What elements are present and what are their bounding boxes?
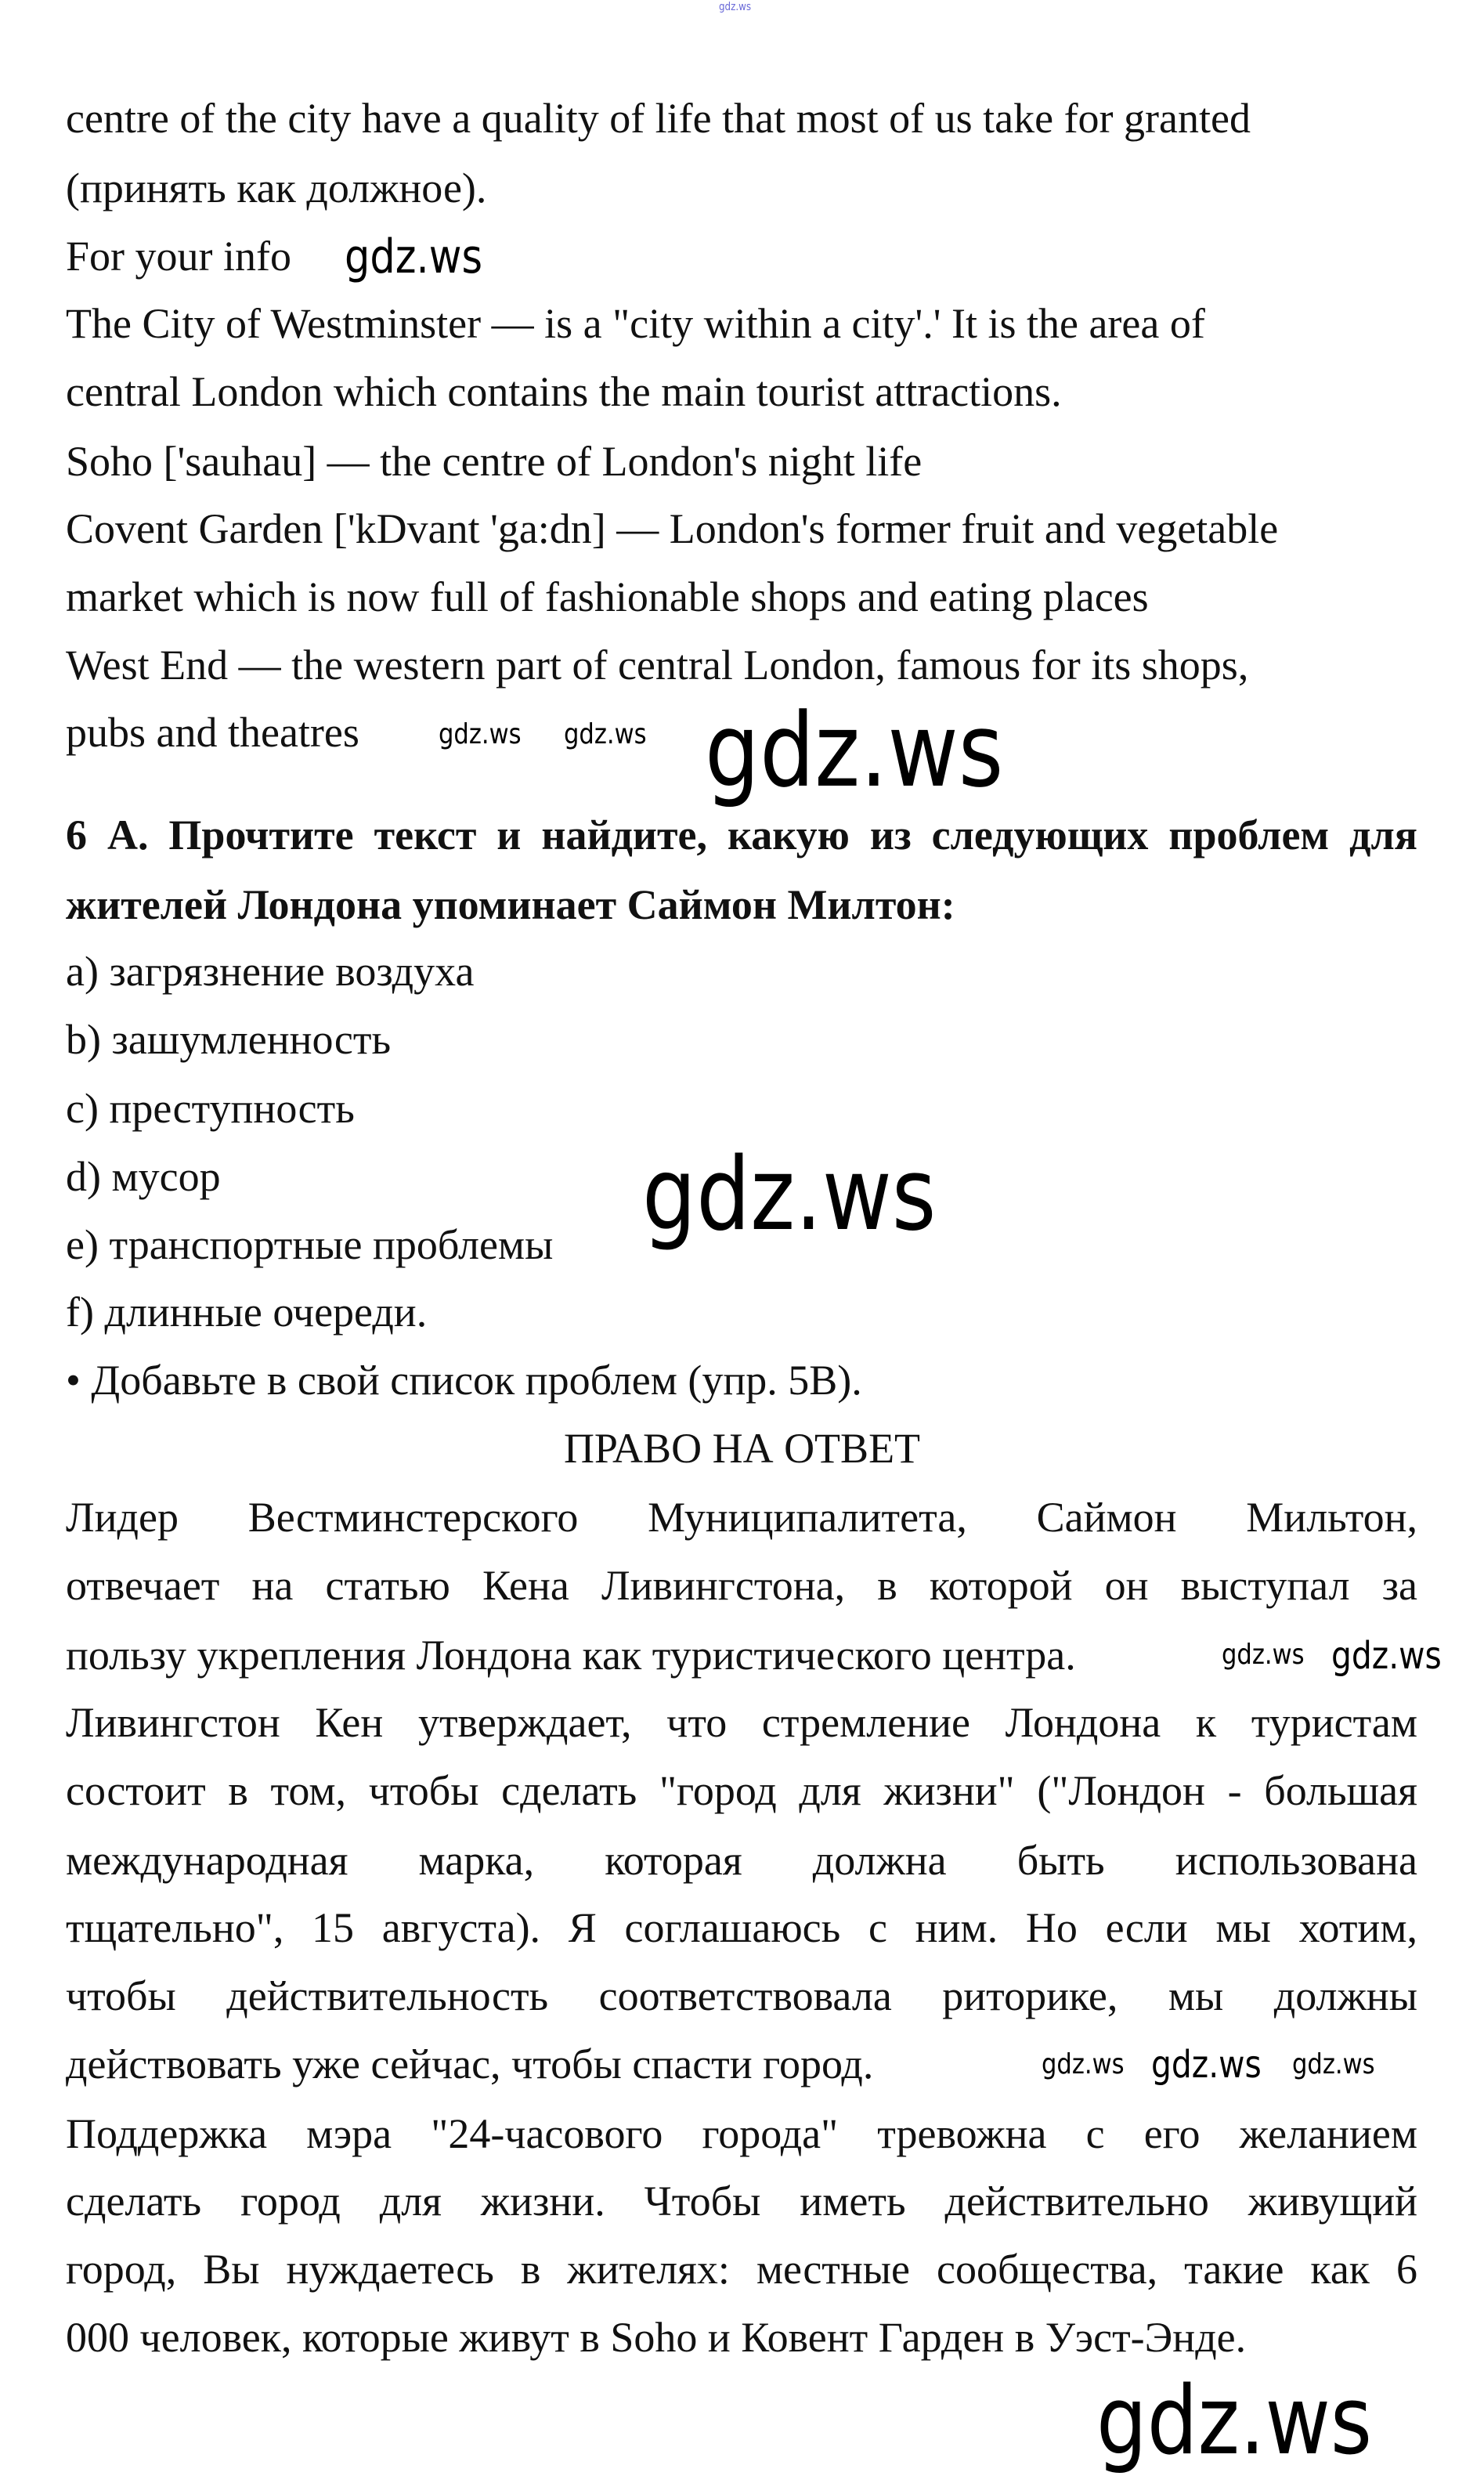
- watermark: gdz.ws: [345, 230, 483, 284]
- article-line: пользу укрепления Лондона как туристического центра.: [66, 1632, 1076, 1679]
- list-item: d) мусор: [66, 1153, 221, 1200]
- article-line: Лидер Вестминстерского Муниципалитета, Саймон Мильтон,: [66, 1494, 1417, 1541]
- watermark: gdz.ws: [1042, 2048, 1125, 2080]
- article-line: отвечает на статью Кена Ливингстона, в которой он выступал за: [66, 1562, 1417, 1609]
- task-note: • Добавьте в свой список проблем (упр. 5B).: [66, 1357, 862, 1404]
- article-line: город, Вы нуждаетесь в жителях: местные сообщества, такие как 6: [66, 2246, 1417, 2293]
- article-line: сделать город для жизни. Чтобы иметь действительно живущий: [66, 2178, 1417, 2225]
- watermark: gdz.ws: [564, 718, 647, 750]
- article-line: Поддержка мэра "24-часового города" тревожна с его желанием: [66, 2110, 1417, 2157]
- text-line: The City of Westminster — is a "city within a city'.' It is the area of: [66, 300, 1205, 347]
- article-line: действовать уже сейчас, чтобы спасти город.: [66, 2040, 874, 2087]
- text-line: Covent Garden ['kDvant 'ga:dn] — London's former fruit and vegetable: [66, 505, 1279, 552]
- article-line: Ливингстон Кен утверждает, что стремление Лондона к туристам: [66, 1699, 1417, 1746]
- text-line: West End — the western part of central London, famous for its shops,: [66, 642, 1249, 689]
- list-item: a) загрязнение воздуха: [66, 948, 475, 995]
- article-title: ПРАВО НА ОТВЕТ: [563, 1425, 921, 1472]
- article-line: состоит в том, чтобы сделать "город для жизни" ("Лондон - большая: [66, 1767, 1417, 1814]
- task-heading: 6 А. Прочтите текст и найдите, какую из следующих проблем для: [66, 811, 1417, 858]
- task-heading: жителей Лондона упоминает Саймон Милтон:: [66, 881, 955, 928]
- watermark: gdz.ws: [1222, 1639, 1305, 1671]
- text-line: Soho ['sauhau] — the centre of London's night life: [66, 438, 923, 485]
- list-item: c) преступность: [66, 1085, 355, 1132]
- text-line: central London which contains the main tourist attractions.: [66, 368, 1062, 415]
- watermark: gdz.ws: [439, 718, 522, 750]
- text-line: (принять как должное).: [66, 164, 487, 211]
- list-item: b) зашумленность: [66, 1016, 392, 1063]
- watermark: gdz.ws: [1292, 2048, 1375, 2080]
- section-label: For your info: [66, 233, 291, 280]
- watermark: gdz.ws: [705, 691, 1004, 810]
- watermark: gdz.ws: [1151, 2043, 1262, 2087]
- article-line: тщательно", 15 августа). Я соглашаюсь с ним. Но если мы хотим,: [66, 1904, 1417, 1951]
- article-line: чтобы действительность соответствовала риторике, мы должны: [66, 1972, 1417, 2019]
- text-line: market which is now full of fashionable shops and eating places: [66, 573, 1149, 620]
- watermark: gdz.ws: [1096, 2367, 1373, 2476]
- article-line: международная марка, которая должна быть использована: [66, 1837, 1417, 1884]
- list-item: e) транспортные проблемы: [66, 1221, 554, 1268]
- list-item: f) длинные очереди.: [66, 1289, 428, 1336]
- watermark: gdz.ws: [719, 1, 752, 13]
- article-line: 000 человек, которые живут в Soho и Ковент Гарден в Уэст-Энде.: [66, 2314, 1247, 2361]
- watermark: gdz.ws: [1331, 1634, 1442, 1678]
- watermark: gdz.ws: [642, 1137, 937, 1253]
- text-line: pubs and theatres: [66, 709, 359, 756]
- text-line: centre of the city have a quality of life that most of us take for granted: [66, 95, 1251, 142]
